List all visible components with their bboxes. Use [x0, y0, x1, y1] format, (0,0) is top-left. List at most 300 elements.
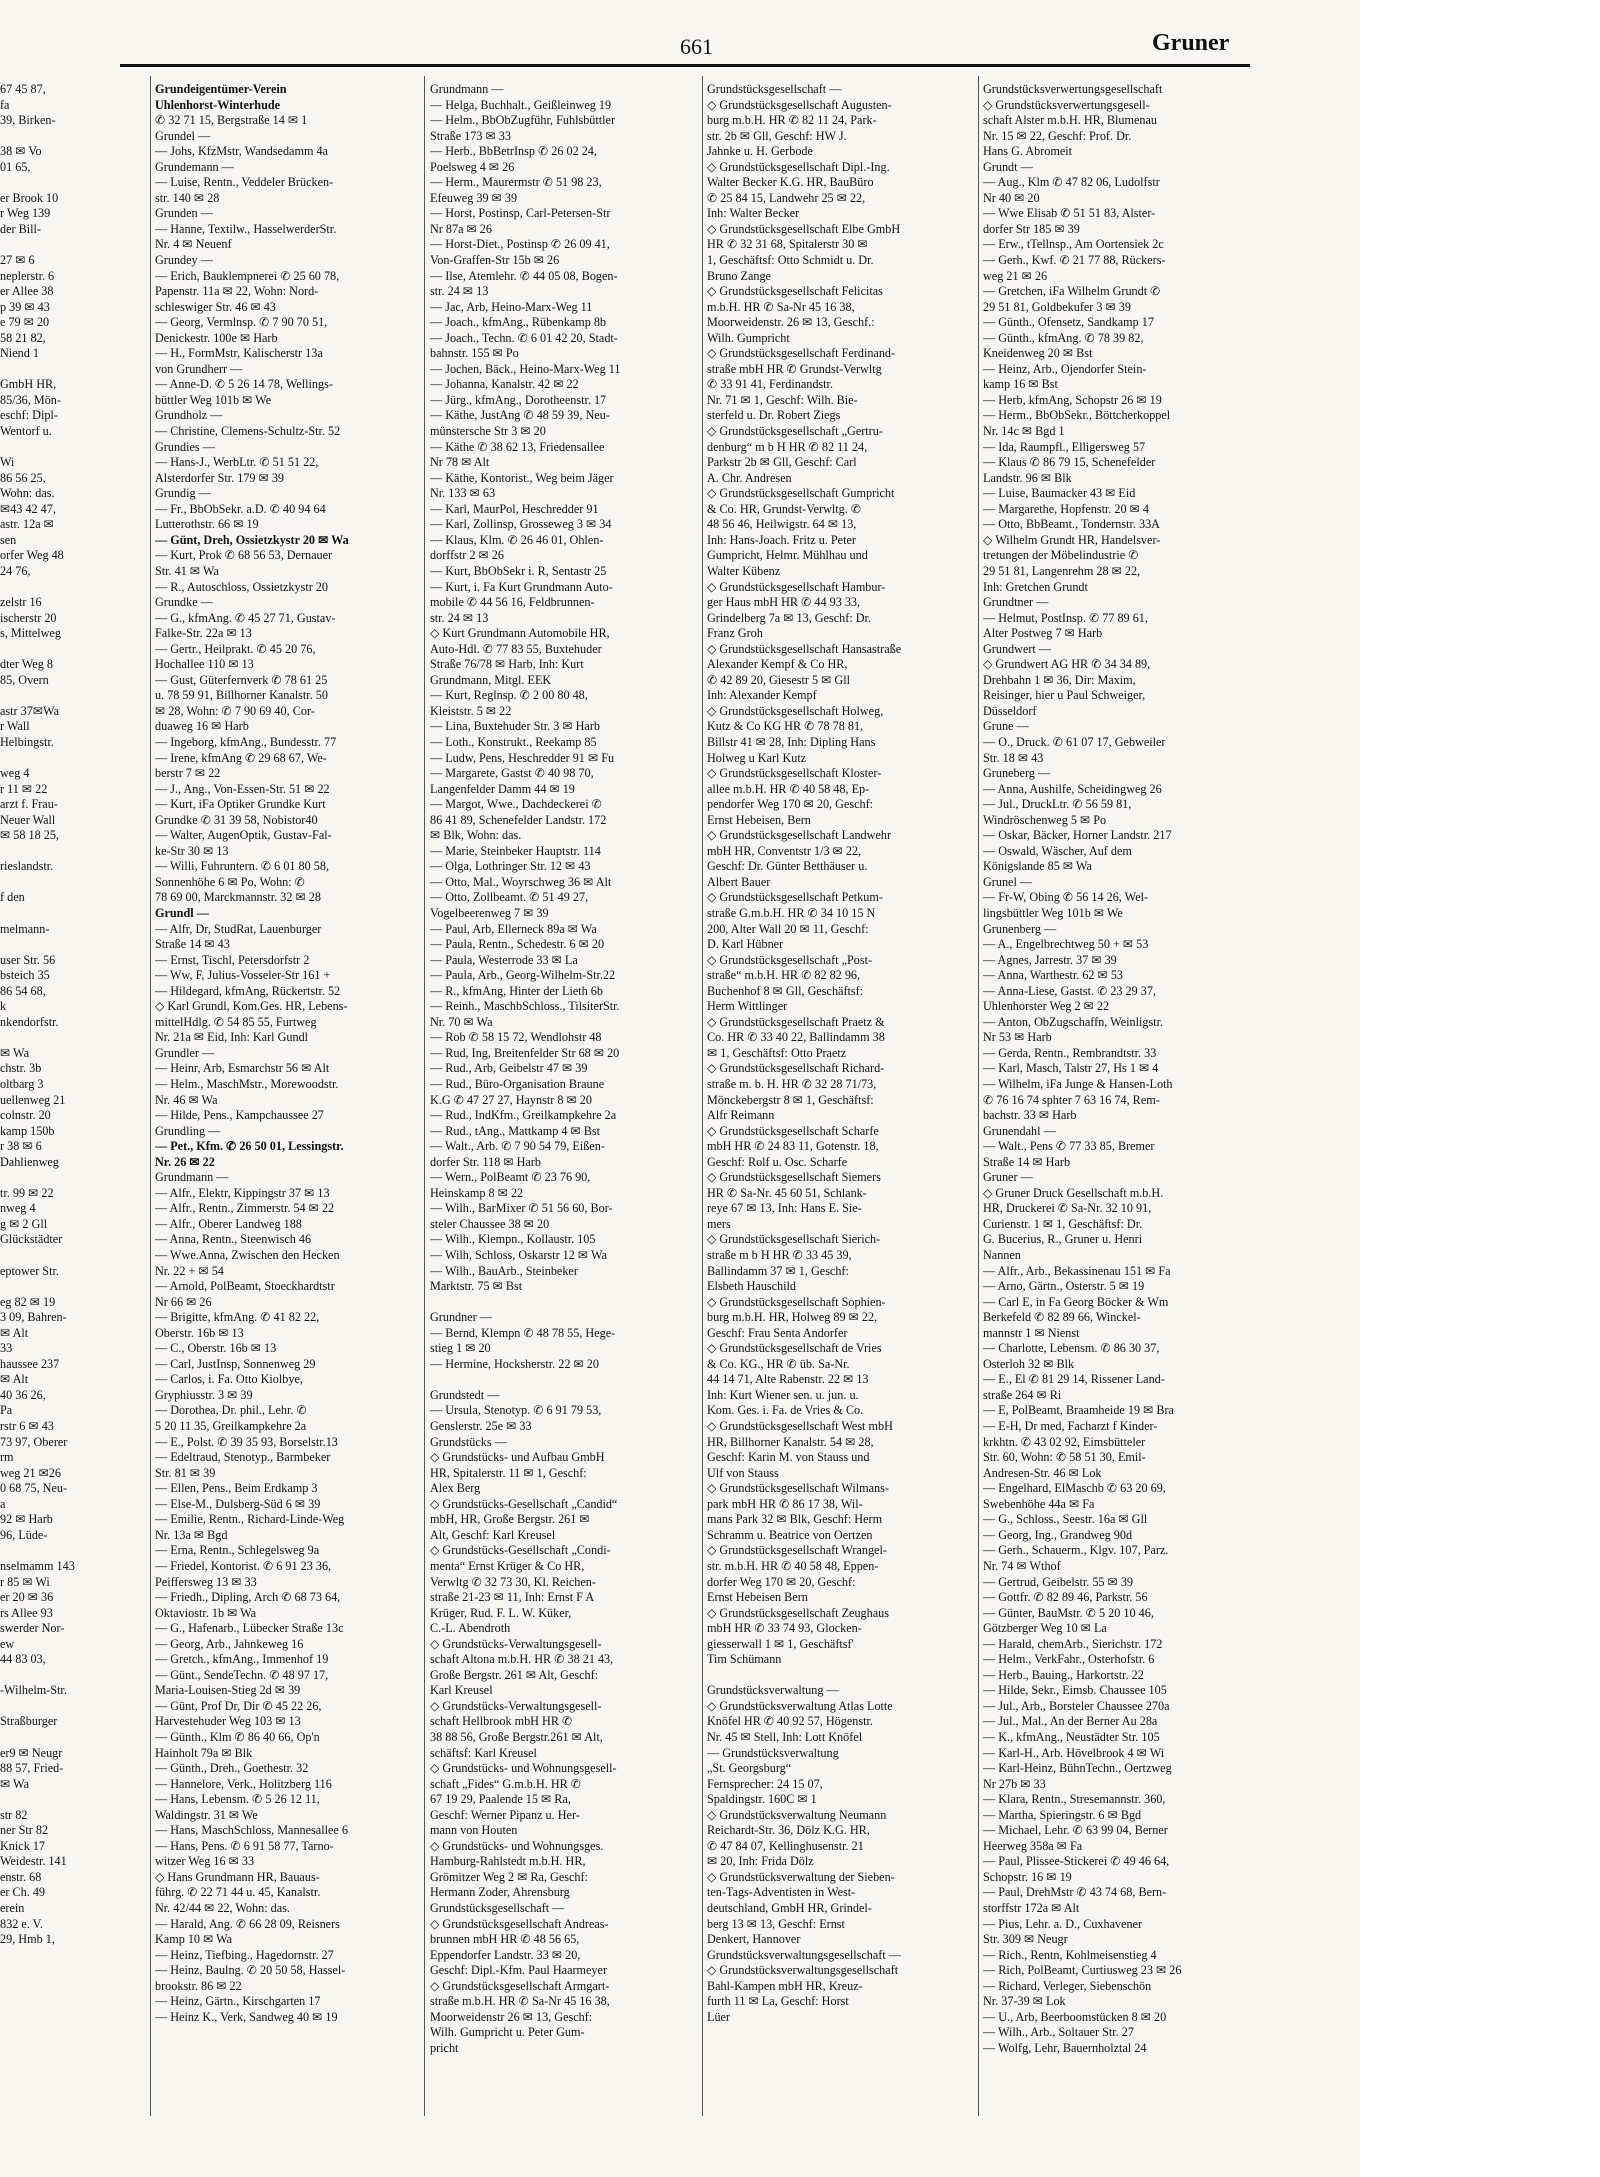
directory-entry-line: [0, 175, 82, 191]
directory-entry-line: Peiffersweg 13 ✉ 33: [155, 1574, 257, 1589]
directory-entry-line: 85/36, Mön-: [0, 392, 61, 407]
directory-entry-line: 40 36 26,: [0, 1387, 46, 1402]
directory-entry-line: a: [0, 1496, 6, 1511]
directory-entry-line: — Loth., Konstrukt., Reekamp 85: [430, 734, 597, 749]
directory-entry-line: — Agnes, Jarrestr. 37 ✉ 39: [983, 952, 1117, 967]
directory-entry-line: Str. 81 ✉ 39: [155, 1465, 216, 1480]
directory-entry-line: — Rud., Arb, Geibelstr 47 ✉ 39: [430, 1061, 588, 1076]
directory-entry-line: — Helm., BbObZugführ, Fuhlsbüttler: [430, 113, 616, 128]
directory-entry-line: — Margot, Wwe., Dachdeckerei ✆: [430, 797, 602, 812]
directory-entry-line: ◇ Grundstücksgesellschaft Gumpricht: [707, 486, 895, 501]
directory-entry-line: — Heinr, Arb, Esmarchstr 56 ✉ Alt: [155, 1061, 330, 1076]
directory-entry-line: — E, PolBeamt, Braamheide 19 ✉ Bra: [983, 1403, 1174, 1418]
directory-entry-line: — Engelhard, ElMaschb ✆ 63 20 69,: [983, 1481, 1166, 1496]
directory-entry-line: bachstr. 33 ✉ Harb: [983, 1108, 1077, 1123]
directory-entry-line: ✆ 47 84 07, Kellinghusenstr. 21: [707, 1838, 864, 1853]
directory-entry-line: Grundmann, Mitgl. EEK: [430, 672, 552, 687]
directory-entry-line: — Harald, chemArb., Sierichstr. 172: [983, 1636, 1163, 1651]
directory-entry-line: [0, 440, 82, 456]
column-divider: [150, 76, 151, 2116]
directory-entry-line: dorffstr 2 ✉ 26: [430, 548, 504, 563]
directory-entry-line: — Paula, Arb., Georg-Wilhelm-Str.22: [430, 968, 616, 983]
column-divider: [702, 76, 703, 2116]
directory-entry-line: ◇ Grundstücksverwaltung Atlas Lotte: [707, 1698, 893, 1713]
directory-entry-line: bahnstr. 155 ✉ Po: [430, 346, 519, 361]
directory-entry-line: — Hans-J., WerbLtr. ✆ 51 51 22,: [155, 455, 319, 470]
directory-entry-line: 44 14 71, Alte Rabenstr. 22 ✉ 13: [707, 1372, 869, 1387]
directory-entry-line: — Paul, Plissee-Stickerei ✆ 49 46 64,: [983, 1854, 1170, 1869]
directory-entry-line: — Hannelore, Verk., Holitzberg 116: [155, 1776, 332, 1791]
directory-entry-line: — Karl-Heinz, BühnTechn., Oertzweg: [983, 1761, 1172, 1776]
directory-entry-line: 33: [0, 1341, 13, 1356]
directory-entry-line: Grundstedt —: [430, 1387, 500, 1402]
directory-entry-line: Geschf: Karin M. von Stauss und: [707, 1450, 870, 1465]
directory-entry-line: ◇ Grundstücksgesellschaft Elbe GmbH: [707, 221, 901, 236]
directory-entry-line: Götzberger Weg 10 ✉ La: [983, 1621, 1107, 1636]
directory-entry-line: — Hildegard, kfmAng, Rückertstr. 52: [155, 983, 341, 998]
directory-entry-line: — Harald, Ang. ✆ 66 28 09, Reisners: [155, 1916, 340, 1931]
directory-entry-line: — Klara, Rentn., Stresemannstr. 360,: [983, 1792, 1166, 1807]
directory-entry-line: mobile ✆ 44 56 16, Feldbrunnen-: [430, 595, 595, 610]
directory-entry-line: Windröschenweg 5 ✉ Po: [983, 812, 1107, 827]
directory-entry-line: Ernst Hebeisen, Bern: [707, 812, 811, 827]
directory-entry-line: — H., FormMstr, Kalischerstr 13a: [155, 346, 323, 361]
directory-entry-line: — Herb, kfmAng, Schopstr 26 ✉ 19: [983, 392, 1162, 407]
directory-entry-line: — Michael, Lehr. ✆ 63 99 04, Berner: [983, 1823, 1168, 1838]
column-divider: [424, 76, 425, 2116]
directory-entry-line: — E., El ✆ 81 29 14, Rissener Land-: [983, 1372, 1165, 1387]
directory-entry-line: Andresen-Str. 46 ✉ Lok: [983, 1465, 1102, 1480]
directory-entry-line: — Wilh., Arb., Soltauer Str. 27: [983, 2025, 1134, 2040]
directory-entry-line: ◇ Grundstücksgesellschaft Holweg,: [707, 703, 884, 718]
directory-entry-line: C.-L. Abendroth: [430, 1621, 511, 1636]
directory-entry-line: ◇ Grundstücksgesellschaft Dipl.-Ing.: [707, 159, 890, 174]
directory-entry-line: — Wilh, Schloss, Oskarstr 12 ✉ Wa: [430, 1248, 607, 1263]
directory-entry-line: [0, 1699, 82, 1715]
directory-entry-line: Grundeigentümer-Verein: [155, 82, 287, 96]
directory-entry-line: Spaldingstr. 160C ✉ 1: [707, 1792, 817, 1807]
directory-entry-line: [0, 1668, 82, 1684]
directory-entry-line: Dahlienweg: [0, 1154, 59, 1169]
directory-entry-line: Neuer Wall: [0, 812, 56, 827]
directory-entry-line: ◇ Grundstücksgesellschaft Hambur-: [707, 579, 886, 594]
directory-entry-line: 0 68 75, Neu-: [0, 1481, 68, 1496]
directory-entry-line: Hermann Zoder, Ahrensburg: [430, 1885, 570, 1900]
column-4: [983, 82, 1251, 2122]
directory-entry-line: Nr. 15 ✉ 22, Geschf: Prof. Dr.: [983, 128, 1132, 143]
directory-entry-line: p 39 ✉ 43: [0, 299, 50, 314]
directory-entry-line: — Jul., Arb., Borsteler Chaussee 270a: [983, 1698, 1170, 1713]
directory-entry-line: pendorfer Weg 170 ✉ 20, Geschf:: [707, 797, 874, 812]
directory-entry-line: pricht: [430, 2040, 459, 2055]
directory-entry-line: ◇ Kurt Grundmann Automobile HR,: [430, 626, 610, 641]
scan-margin: [1360, 0, 1600, 2177]
directory-entry-line: Krüger, Rud. F. L. W. Küker,: [430, 1605, 572, 1620]
directory-entry-line: ◇ Grundstücksgesellschaft West mbH: [707, 1419, 893, 1434]
directory-entry-line: Kamp 10 ✉ Wa: [155, 1932, 233, 1947]
directory-entry-line: — Hermine, Hocksherstr. 22 ✉ 20: [430, 1356, 599, 1371]
directory-entry-line: — G., kfmAng. ✆ 45 27 71, Gustav-: [155, 610, 336, 625]
directory-entry-line: Drehbahn 1 ✉ 36, Dir: Maxim,: [983, 672, 1136, 687]
directory-entry-line: — Käthe ✆ 38 62 13, Friedensallee: [430, 439, 605, 454]
directory-entry-line: 48 56 46, Heilwigstr. 64 ✉ 13,: [707, 517, 857, 532]
directory-entry-line: Gumpricht, Helmr. Mühlhau und: [707, 548, 868, 563]
directory-entry-line: Nr 40 ✉ 20: [983, 190, 1040, 205]
directory-entry-line: allee m.b.H. HR ✆ 40 58 48, Ep-: [707, 781, 870, 796]
directory-entry-line: 67 19 29, Paalende 15 ✉ Ra,: [430, 1792, 571, 1807]
directory-entry-line: — Oskar, Bäcker, Horner Landstr. 217: [983, 828, 1172, 843]
directory-entry-line: straße m b H HR ✆ 33 45 39,: [707, 1248, 852, 1263]
directory-entry-line: — Rud., tAng., Mattkamp 4 ✉ Bst: [430, 1123, 601, 1138]
directory-entry-line: straße mbH HR ✆ Grundst-Verwltg: [707, 361, 882, 376]
directory-entry-line: Grune —: [983, 719, 1029, 734]
directory-entry-line: Fernsprecher: 24 15 07,: [707, 1776, 823, 1791]
directory-entry-line: Bruno Zange: [707, 268, 771, 283]
directory-entry-line: — Joach., kfmAng., Rübenkamp 8b: [430, 315, 607, 330]
directory-entry-line: ◇ Grundstücksgesellschaft „Gertru-: [707, 424, 883, 439]
directory-entry-line: — Wilh., BarMixer ✆ 51 56 60, Bor-: [430, 1201, 613, 1216]
directory-entry-line: — Hilde, Sekr., Eimsb. Chaussee 105: [983, 1683, 1167, 1698]
directory-entry-line: Grundey —: [155, 253, 213, 268]
directory-entry-line: ew: [0, 1636, 15, 1651]
directory-entry-line: Nr. 13a ✉ Bgd: [155, 1527, 228, 1542]
directory-entry-line: 29, Hmb 1,: [0, 1932, 55, 1947]
directory-entry-line: ◇ Grundstücksgesellschaft Felicitas: [707, 284, 883, 299]
directory-entry-line: erein: [0, 1900, 25, 1915]
directory-entry-line: ◇ Grundwert AG HR ✆ 34 34 89,: [983, 657, 1151, 672]
directory-entry-line: [0, 751, 82, 767]
directory-entry-line: — Jul., DruckLtr. ✆ 56 59 81,: [983, 797, 1132, 812]
directory-entry-line: Tim Schümann: [707, 1652, 782, 1667]
directory-entry-line: Heinskamp 8 ✉ 22: [430, 1185, 524, 1200]
directory-entry-line: ◇ Grundstücksgesellschaft Andreas-: [430, 1916, 609, 1931]
directory-entry-line: Grundling —: [155, 1123, 221, 1138]
directory-entry-line: mans Park 32 ✉ Blk, Geschf: Herm: [707, 1512, 883, 1527]
directory-entry-line: — Anna, Warthestr. 62 ✉ 53: [983, 968, 1124, 983]
directory-entry-line: fa: [0, 97, 10, 112]
directory-entry-line: — Ursula, Stenotyp. ✆ 6 91 79 53,: [430, 1403, 602, 1418]
directory-entry-line: furth 11 ✉ La, Geschf: Horst: [707, 1994, 849, 2009]
directory-entry-line: Eppendorfer Landstr. 33 ✉ 20,: [430, 1947, 581, 1962]
directory-entry-line: Uhlenhorster Weg 2 ✉ 22: [983, 999, 1110, 1014]
directory-entry-line: deutschland, GmbH HR, Grindel-: [707, 1900, 872, 1915]
directory-entry-line: — Karl-H., Arb. Hövelbrook 4 ✉ Wi: [983, 1745, 1165, 1760]
directory-entry-line: — Fr., BbObSekr. a.D. ✆ 40 94 64: [155, 501, 326, 516]
directory-entry-line: mers: [707, 1216, 731, 1231]
directory-entry-line: Alexander Kempf & Co HR,: [707, 657, 848, 672]
directory-entry-line: — Georg, Arb., Jahnkeweg 16: [155, 1636, 304, 1651]
directory-entry-line: Ulf von Stauss: [707, 1465, 779, 1480]
directory-entry-line: 67 45 87,: [0, 82, 46, 96]
directory-entry-line: arzt f. Frau-: [0, 797, 58, 812]
directory-entry-line: Helbingstr.: [0, 734, 54, 749]
directory-entry-line: [0, 129, 82, 145]
directory-entry-line: Papenstr. 11a ✉ 22, Wohn: Nord-: [155, 284, 319, 299]
directory-entry-line: [0, 1792, 82, 1808]
directory-entry-line: HR ✆ 32 31 68, Spitalerstr 30 ✉: [707, 237, 868, 252]
directory-entry-line: — Bernd, Klempn ✆ 48 78 55, Hege-: [430, 1325, 616, 1340]
directory-entry-line: — Heinz K., Verk, Sandweg 40 ✉ 19: [155, 2009, 338, 2024]
directory-entry-line: der Bill-: [0, 221, 41, 236]
directory-entry-line: — Gottfr. ✆ 82 89 46, Parkstr. 56: [983, 1590, 1148, 1605]
directory-entry-line: Inh: Hans-Joach. Fritz u. Peter: [707, 532, 856, 547]
directory-entry-line: — Wern., PolBeamt ✆ 23 76 90,: [430, 1170, 591, 1185]
directory-entry-line: — Oswald, Wäscher, Auf dem: [983, 843, 1132, 858]
directory-entry-line: ◇ Grundstücks-Gesellschaft „Condi-: [430, 1543, 611, 1558]
directory-entry-line: ✉ 58 18 25,: [0, 828, 59, 843]
directory-entry-line: Gruneberg —: [983, 766, 1051, 781]
directory-entry-line: bsteich 35: [0, 968, 50, 983]
directory-entry-line: — Wwe.Anna, Zwischen den Hecken: [155, 1248, 340, 1263]
directory-entry-line: 1, Geschäftsf: Otto Schmidt u. Dr.: [707, 253, 874, 268]
directory-entry-line: Grundemann —: [155, 159, 234, 174]
directory-entry-line: denburg“ m b H HR ✆ 82 11 24,: [707, 439, 868, 454]
directory-entry-line: Walter Becker K.G. HR, BauBüro: [707, 175, 874, 190]
directory-entry-line: — Gretch., kfmAng., Immenhof 19: [155, 1652, 329, 1667]
directory-entry-line: r Wall: [0, 719, 30, 734]
directory-entry-line: — Heinz, Baulng. ✆ 20 50 58, Hassel-: [155, 1963, 346, 1978]
directory-entry-line: colnstr. 20: [0, 1108, 51, 1123]
directory-entry-line: — Horst-Diet., Postinsp ✆ 26 09 41,: [430, 237, 610, 252]
directory-entry-line: — Erna, Rentn., Schlegelsweg 9a: [155, 1543, 320, 1558]
directory-entry-line: nkendorfstr.: [0, 1014, 59, 1029]
directory-entry-line: straße m. b. H. HR ✆ 32 28 71/73,: [707, 1077, 877, 1091]
directory-entry-line: — Alfr., Arb., Bekassinenau 151 ✉ Fa: [983, 1263, 1171, 1278]
directory-entry-line: — Arno, Gärtn., Osterstr. 5 ✉ 19: [983, 1279, 1145, 1294]
directory-entry-line: — Gerh., Kwf. ✆ 21 77 88, Rückers-: [983, 253, 1166, 268]
directory-entry-line: HR, Druckerei ✆ Sa-Nr. 32 10 91,: [983, 1201, 1152, 1216]
directory-entry-line: — Horst, Postinsp, Carl-Petersen-Str: [430, 206, 611, 221]
directory-entry-line: — Luise, Baumacker 43 ✉ Eid: [983, 486, 1136, 501]
directory-entry-line: — Christine, Clemens-Schultz-Str. 52: [155, 424, 341, 439]
directory-entry-line: Grundler —: [155, 1045, 215, 1060]
directory-entry-line: [430, 1295, 698, 1311]
directory-entry-line: burg m.b.H. HR, Holweg 89 ✉ 22,: [707, 1310, 878, 1325]
directory-entry-line: — Ilse, Atemlehr. ✆ 44 05 08, Bogen-: [430, 268, 618, 283]
directory-entry-line: Straße 14 ✉ 43: [155, 937, 230, 952]
directory-entry-line: Von-Graffen-Str 15b ✉ 26: [430, 253, 560, 268]
directory-entry-line: — Anne-D. ✆ 5 26 14 78, Wellings-: [155, 377, 333, 392]
directory-entry-line: Nr. 70 ✉ Wa: [430, 1014, 493, 1029]
directory-entry-line: Alt, Geschf: Karl Kreusel: [430, 1527, 556, 1542]
directory-entry-line: — Lina, Buxtehuder Str. 3 ✉ Harb: [430, 719, 600, 734]
directory-entry-line: Große Bergstr. 261 ✉ Alt, Geschf:: [430, 1667, 599, 1682]
directory-entry-line: Niend 1: [0, 346, 39, 361]
directory-entry-line: Wentorf u.: [0, 424, 52, 439]
directory-entry-line: [0, 1030, 82, 1046]
directory-entry-line: 832 e. V.: [0, 1916, 43, 1931]
directory-entry-line: Gruner —: [983, 1170, 1033, 1185]
directory-entry-line: Verwltg ✆ 32 73 30, Kl. Reichen-: [430, 1574, 596, 1589]
directory-entry-line: 58 21 82,: [0, 330, 46, 345]
directory-entry-line: — Ww, F, Julius-Vosseler-Str 161 +: [155, 968, 331, 983]
directory-entry-line: „St. Georgsburg“: [707, 1761, 792, 1776]
directory-entry-line: Nr 66 ✉ 26: [155, 1294, 212, 1309]
directory-entry-line: — Dorothea, Dr. phil., Lehr. ✆: [155, 1403, 307, 1418]
directory-entry-line: — Karl, MaurPol, Heschredder 91: [430, 501, 599, 516]
directory-entry-line: user Str. 56: [0, 952, 56, 967]
directory-entry-line: D. Karl Hübner: [707, 937, 784, 952]
directory-entry-line: — Richard, Verleger, Siebenschön: [983, 1978, 1152, 1993]
directory-entry-line: — Klaus, Klm. ✆ 26 46 01, Ohlen-: [430, 532, 604, 547]
directory-entry-line: — Herm., Maurermstr ✆ 51 98 23,: [430, 175, 602, 190]
directory-entry-line: Maria-Louisen-Stieg 2d ✉ 39: [155, 1683, 301, 1698]
directory-entry-line: — G., Hafenarb., Lübecker Straße 13c: [155, 1621, 344, 1636]
directory-entry-line: — Ellen, Pens., Beim Erdkamp 3: [155, 1481, 318, 1496]
directory-entry-line: Uhlenhorst-Winterhude: [155, 97, 281, 112]
directory-entry-line: Herm Wittlinger: [707, 999, 788, 1014]
directory-entry-line: [0, 1170, 82, 1186]
directory-entry-line: Mönckebergstr 8 ✉ 1, Geschäftsf:: [707, 1092, 874, 1107]
directory-entry-line: ✆ 76 16 74 sphter 7 63 16 74, Rem-: [983, 1092, 1160, 1107]
directory-entry-line: nselmamm 143: [0, 1558, 75, 1573]
directory-entry-line: — Joach., Techn. ✆ 6 01 42 20, Stadt-: [430, 330, 618, 345]
directory-entry-line: ◇ Grundstücksgesellschaft Scharfe: [707, 1123, 879, 1138]
directory-entry-line: 5 20 11 35, Greilkampkehre 2a: [155, 1419, 307, 1434]
directory-entry-line: 86 41 89, Schenefelder Landstr. 172: [430, 812, 607, 827]
directory-entry-line: Nr. 45 ✉ Stell, Inh: Lott Knöfel: [707, 1729, 863, 1744]
directory-entry-line: Bahl-Kampen mbH HR, Kreuz-: [707, 1978, 863, 1993]
directory-entry-line: — Gust, Güterfernverk ✆ 78 61 25: [155, 672, 328, 687]
directory-entry-line: [0, 362, 82, 378]
directory-entry-line: uellenweg 21: [0, 1092, 66, 1107]
directory-entry-line: straße m.b.H. HR ✆ Sa-Nr 45 16 38,: [430, 1994, 610, 2009]
directory-entry-line: Grundstücksverwertungsgesellschaft: [983, 82, 1163, 96]
directory-entry-line: str. 2b ✉ Gll, Geschf: HW J.: [707, 128, 847, 143]
directory-entry-line: berstr 7 ✉ 22: [155, 766, 221, 781]
directory-entry-line: — Hans, Lebensm. ✆ 5 26 12 11,: [155, 1792, 320, 1807]
directory-entry-line: Grundt —: [983, 159, 1033, 174]
directory-entry-line: Harvestehuder Weg 103 ✉ 13: [155, 1714, 301, 1729]
directory-entry-line: Grömitzer Weg 2 ✉ Ra, Geschf:: [430, 1869, 588, 1884]
directory-entry-line: Buchenhof 8 ✉ Gll, Geschäftsf:: [707, 983, 864, 998]
directory-entry-line: — Jac, Arb, Heino-Marx-Weg 11: [430, 299, 593, 314]
directory-entry-line: Geschf: Frau Senta Andorfer: [707, 1325, 848, 1340]
directory-entry-line: Grundke —: [155, 595, 213, 610]
directory-entry-line: Kneidenweg 20 ✉ Bst: [983, 346, 1093, 361]
directory-entry-line: er Allee 38: [0, 284, 54, 299]
directory-entry-line: Genslerstr. 25e ✉ 33: [430, 1419, 532, 1434]
directory-entry-line: straße 21-23 ✉ 11, Inh: Ernst F A: [430, 1590, 595, 1605]
directory-entry-line: park mbH HR ✆ 86 17 38, Wil-: [707, 1496, 863, 1511]
directory-entry-line: astr 37✉Wa: [0, 703, 59, 718]
directory-entry-line: — Wilh., BauArb., Steinbeker: [430, 1263, 578, 1278]
directory-entry-line: Jahnke u. H. Gerbode: [707, 144, 813, 159]
directory-entry-line: Reisinger, hier u Paul Schweiger,: [983, 688, 1146, 703]
directory-entry-line: Ernst Hebeisen Bern: [707, 1590, 808, 1605]
directory-entry-line: — Jochen, Bäck., Heino-Marx-Weg 11: [430, 361, 621, 376]
directory-entry-line: Moorweidenstr. 26 ✉ 13, Geschf.:: [707, 315, 875, 330]
directory-entry-line: — Helga, Buchhalt., Geißleinweg 19: [430, 97, 612, 112]
directory-entry-line: [430, 1372, 698, 1388]
directory-entry-line: [0, 237, 82, 253]
running-head: Gruner: [1152, 30, 1230, 56]
directory-entry-line: 88 57, Fried-: [0, 1761, 64, 1776]
directory-entry-line: schaft Altona m.b.H. HR ✆ 38 21 43,: [430, 1652, 614, 1667]
directory-entry-line: — Martha, Spieringstr. 6 ✉ Bgd: [983, 1807, 1142, 1822]
directory-entry-line: Wilh. Gumpricht: [707, 330, 790, 345]
directory-entry-line: sterfeld u. Dr. Robert Ziegs: [707, 408, 841, 423]
directory-entry-line: — Paula, Westerrode 33 ✉ La: [430, 952, 578, 967]
directory-entry-line: — E-H, Dr med, Facharzt f Kinder-: [983, 1419, 1158, 1434]
directory-entry-line: sen: [0, 532, 17, 547]
directory-entry-line: ◇ Grundstücksgesellschaft Landwehr: [707, 828, 892, 843]
directory-entry-line: Alter Postweg 7 ✉ Harb: [983, 626, 1103, 641]
directory-entry-line: [707, 1668, 981, 1684]
directory-entry-line: — Walt., Arb. ✆ 7 90 54 79, Eißen-: [430, 1139, 605, 1154]
directory-entry-line: — J., Ang., Von-Essen-Str. 51 ✉ 22: [155, 781, 330, 796]
directory-entry-line: er 20 ✉ 36: [0, 1590, 54, 1605]
directory-entry-line: Kutz & Co KG HR ✆ 78 78 81,: [707, 719, 864, 734]
directory-entry-line: — Klaus ✆ 86 79 15, Schenefelder: [983, 455, 1156, 470]
directory-entry-line: — Paul, DrehMstr ✆ 43 74 68, Bern-: [983, 1885, 1167, 1900]
column-1: [155, 82, 417, 2122]
directory-entry-line: Nr. 21a ✉ Eid, Inh: Karl Gundl: [155, 1030, 309, 1045]
directory-entry-line: — Aug., Klm ✆ 47 82 06, Ludolfstr: [983, 175, 1160, 190]
directory-entry-line: schaft Hellbrook mbH HR ✆: [430, 1714, 573, 1729]
directory-entry-line: — Otto, Zollbeamt. ✆ 51 49 27,: [430, 890, 589, 905]
directory-entry-line: Elsbeth Hauschild: [707, 1279, 797, 1294]
directory-entry-line: — Otto, Mal., Woyrschweg 36 ✉ Alt: [430, 874, 612, 889]
directory-entry-line: rieslandstr.: [0, 859, 54, 874]
directory-entry-line: Grundmann —: [155, 1170, 229, 1185]
directory-entry-line: berg 13 ✉ 13, Geschf: Ernst: [707, 1916, 845, 1931]
directory-entry-line: s, Mittelweg: [0, 626, 61, 641]
page-number: 661: [680, 34, 713, 59]
directory-entry-line: Nr. 46 ✉ Wa: [155, 1092, 218, 1107]
directory-entry-line: kamp 150b: [0, 1123, 55, 1138]
directory-entry-line: eptower Str.: [0, 1263, 59, 1278]
directory-entry-line: enstr. 68: [0, 1869, 42, 1884]
directory-entry-line: Geschf: Rolf u. Osc. Scharfe: [707, 1154, 848, 1169]
directory-entry-line: — Margarete, Gastst ✆ 40 98 70,: [430, 766, 594, 781]
directory-entry-line: weg 4: [0, 766, 30, 781]
directory-entry-line: Grunden —: [155, 206, 213, 221]
directory-entry-line: kamp 16 ✉ Bst: [983, 377, 1058, 392]
directory-entry-line: Hochallee 110 ✉ 13: [155, 657, 254, 672]
directory-entry-line: schäftsf: Karl Kreusel: [430, 1745, 537, 1760]
directory-entry-line: Swebenhöhe 44a ✉ Fa: [983, 1496, 1095, 1511]
column-2: [430, 82, 698, 2122]
directory-entry-line: 3 09, Bahren-: [0, 1310, 67, 1325]
directory-entry-line: Grundner —: [430, 1310, 492, 1325]
directory-entry-line: neplerstr. 6: [0, 268, 55, 283]
directory-entry-line: — Otto, BbBeamt., Tondernstr. 33A: [983, 517, 1160, 532]
directory-entry-line: — Johs, KfzMstr, Wandsedamm 4a: [155, 144, 328, 159]
directory-entry-line: — Carlos, i. Fa. Otto Kiolbye,: [155, 1372, 303, 1387]
directory-entry-line: & Co. KG., HR ✆ üb. Sa-Nr.: [707, 1356, 850, 1371]
directory-entry-line: — Günt, Prof Dr, Dir ✆ 45 22 26,: [155, 1698, 322, 1713]
directory-entry-line: brunnen mbH HR ✆ 48 56 65,: [430, 1932, 580, 1947]
directory-entry-line: — Friedel, Kontorist. ✆ 6 91 23 36,: [155, 1558, 332, 1573]
directory-entry-line: Nr. 37-39 ✉ Lok: [983, 1994, 1066, 2009]
directory-entry-line: Grundwert —: [983, 641, 1052, 656]
directory-entry-line: eg 82 ✉ 19: [0, 1294, 56, 1309]
directory-entry-line: — Günth., Dreh., Goethestr. 32: [155, 1761, 309, 1776]
directory-entry-line: ◇ Grundstücksverwaltung der Sieben-: [707, 1869, 895, 1884]
directory-entry-line: Kom. Ges. i. Fa. de Vries & Co.: [707, 1403, 864, 1418]
directory-entry-line: Grundtner —: [983, 595, 1049, 610]
directory-entry-line: — Helm., VerkFahr., Osterhofstr. 6: [983, 1652, 1155, 1667]
directory-entry-line: menta“ Ernst Krüger & Co HR,: [430, 1558, 585, 1573]
directory-entry-line: Grunendahl —: [983, 1123, 1056, 1138]
directory-entry-line: — Rich., Rentn, Kohlmeisenstieg 4: [983, 1947, 1157, 1962]
directory-entry-line: ✉ 20, Inh: Frida Dölz: [707, 1854, 814, 1869]
directory-entry-line: — U., Arb, Beerboomstücken 8 ✉ 20: [983, 2009, 1167, 2024]
directory-entry-line: Denickestr. 100e ✉ Harb: [155, 330, 278, 345]
directory-entry-line: weg 21 ✉26: [0, 1465, 61, 1480]
directory-entry-line: Geschf: Dr. Günter Betthäuser u.: [707, 859, 868, 874]
